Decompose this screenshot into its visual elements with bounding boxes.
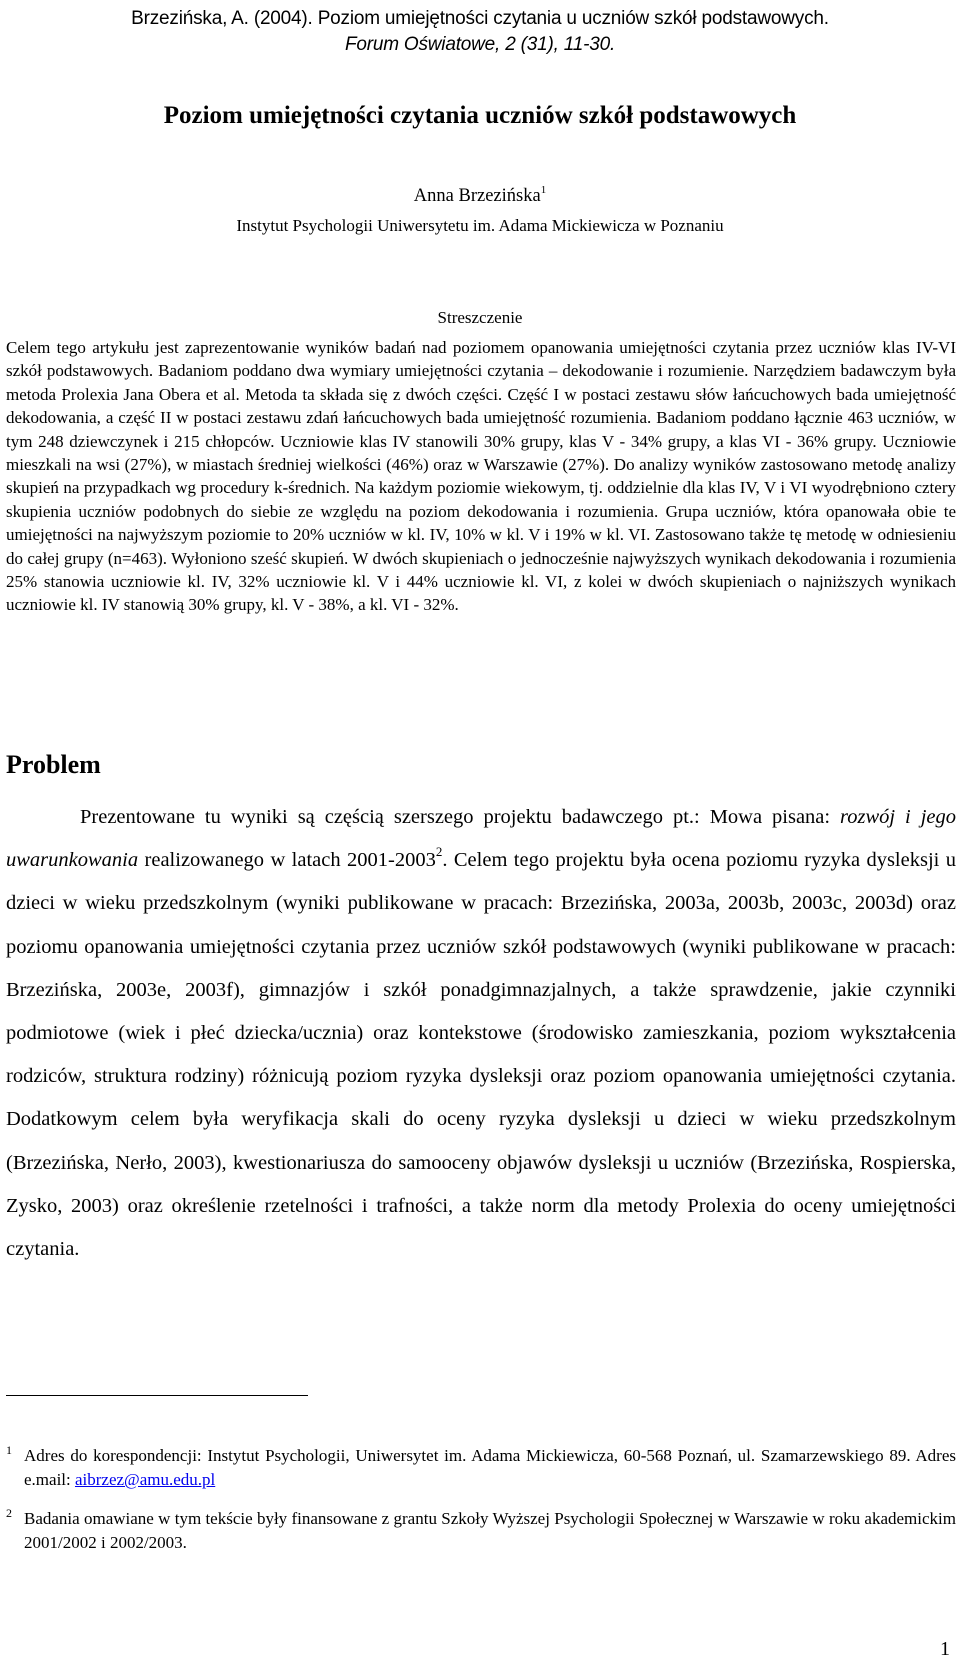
body-text-part-2: realizowanego w latach 2001-2003 [138, 849, 436, 872]
footnote-ref-2[interactable]: 2 [435, 844, 443, 860]
author [0, 184, 960, 208]
section-heading: Problem [6, 750, 101, 779]
footnote-divider [6, 1395, 308, 1396]
footnote-2-text: Badania omawiane w tym tekście były finansowane z grantu Szkoły Wyższej Psychologii Społecznej w Warszawie w roku akademickim 2001/2002 i 2002/2003. [24, 1509, 956, 1552]
email-link[interactable]: aibrzez@amu.edu.pl [74, 1470, 216, 1489]
paper-title: Poziom umiejętności czytania uczniów szkół podstawowych [163, 102, 797, 129]
affiliation: Instytut Psychologii Uniwersytetu im. Adama Mickiewicza w Poznaniu [236, 216, 724, 235]
citation-header [0, 6, 960, 58]
footnote-1 [6, 1444, 956, 1492]
body-paragraph [6, 796, 956, 1271]
citation-line-2: Forum Oświatowe, 2 (31), 11-30. [344, 34, 616, 55]
author-name: Anna Brzezińska [413, 186, 541, 206]
footnote-1-number: 1 [6, 1443, 12, 1457]
citation-line-1: Brzezińska, A. (2004). Poziom umiejętności czytania u uczniów szkół podstawowych. [131, 8, 829, 29]
project-title-italic: rozwój i jego uwarunkowania [6, 806, 956, 872]
abstract-text: Celem tego artykułu jest zaprezentowanie wyników badań nad poziomem opanowania umiejętności czytania przez uczniów klas IV-VI szkół podstawowych. Badaniom poddano dwa wymiary umiejętności czytania – dekodowanie i rozumienie. Narzędziem badawczym była metoda Prolexia Jana Obera et al. Metoda ta składa się z dwóch części. Część I w postaci zestawu słów łańcuchowych bada umiejętność dekodowania, a część II w postaci zestawu zdań łańcuchowych bada umiejętność rozumienia. Badaniom poddano łącznie 463 uczniów, w tym 248 dziewczynek i 215 chłopców. Uczniowie klas IV stanowili 30% grupy, klas V - 34% grupy, a klas VI - 36% grupy. Uczniowie mieszkali na wsi (27%), w miastach średniej wielkości (46%) oraz w Warszawie (27%). Do analizy wyników zastosowano metodę analizy skupień na przypadkach wg procedury k-średnich. Na każdym poziomie wiekowym, tj. oddzielnie dla klas IV, V i VI wyodrębniono cztery skupienia uczniów podobnych do siebie ze względu na poziom dekodowania i rozumienia. Grupa uczniów, która opanowała obie te umiejętności na najwyższym poziomie to 20% uczniów w kl. IV, 10% w kl. V i 19% w kl. VI. Zastosowano także tę metodę w odniesieniu do całej grupy (n=463). Wyłoniono sześć skupień. W dwóch skupieniach o jednocześnie najwyższych wynikach dekodowania i rozumienia 25% stanowia uczniowie kl. IV, 32% uczniowie kl. V i 44% uczniowie kl. VI, z kolei w dwóch skupieniach o najniższych wynikach uczniowie kl. IV stanowią 30% grupy, kl. V - 38%, a kl. VI - 32%. [6, 338, 956, 615]
abstract-heading: Streszczenie [437, 308, 523, 327]
footnote-1-text: Adres do korespondencji: Instytut Psychologii, Uniwersytet im. Adama Mickiewicza, 60-568 Poznań, ul. Szamarzewskiego 89. Adres e.mail: [24, 1446, 956, 1489]
body-text-part-1: Prezentowane tu wyniki są częścią szerszego projektu badawczego pt.: Mowa pisana: [80, 806, 841, 828]
page-number: 1 [940, 1638, 950, 1660]
author-footnote-ref[interactable]: 1 [540, 184, 547, 196]
body-text-part-3: . Celem tego projektu była ocena poziomu ryzyka dysleksji u dzieci w wieku przedszkolnym (wyniki publikowane w pracach: Brzezińska, 2003a, 2003b, 2003c, 2003d) oraz poziomu opanowania umiejętności czytania przez uczniów szkół podstawowych (wyniki publikowane w pracach: Brzezińska, 2003e, 2003f), gimnazjów i szkół ponadgimnazjalnych, a także sprawdzenie, jakie czynniki podmiotowe (wiek i płeć dziecka/ucznia) oraz kontekstowe (środowisko zamieszkania, poziom wykształcenia rodziców, struktura rodziny) różnicują poziom ryzyka dysleksji oraz poziom opanowania umiejętności czytania. Dodatkowym celem była weryfikacja skali do oceny ryzyka dysleksji u dzieci w wieku przedszkolnym (Brzezińska, Nerło, 2003), kwestionariusza do samooceny objawów dysleksji u uczniów (Brzezińska, Rospierska, Zysko, 2003) oraz określenie rzetelności i trafności, a także norm dla metody Prolexia do oceny umiejętności czytania. [6, 849, 956, 1261]
footnote-2-number: 2 [6, 1506, 12, 1520]
footnote-2 [6, 1507, 956, 1555]
